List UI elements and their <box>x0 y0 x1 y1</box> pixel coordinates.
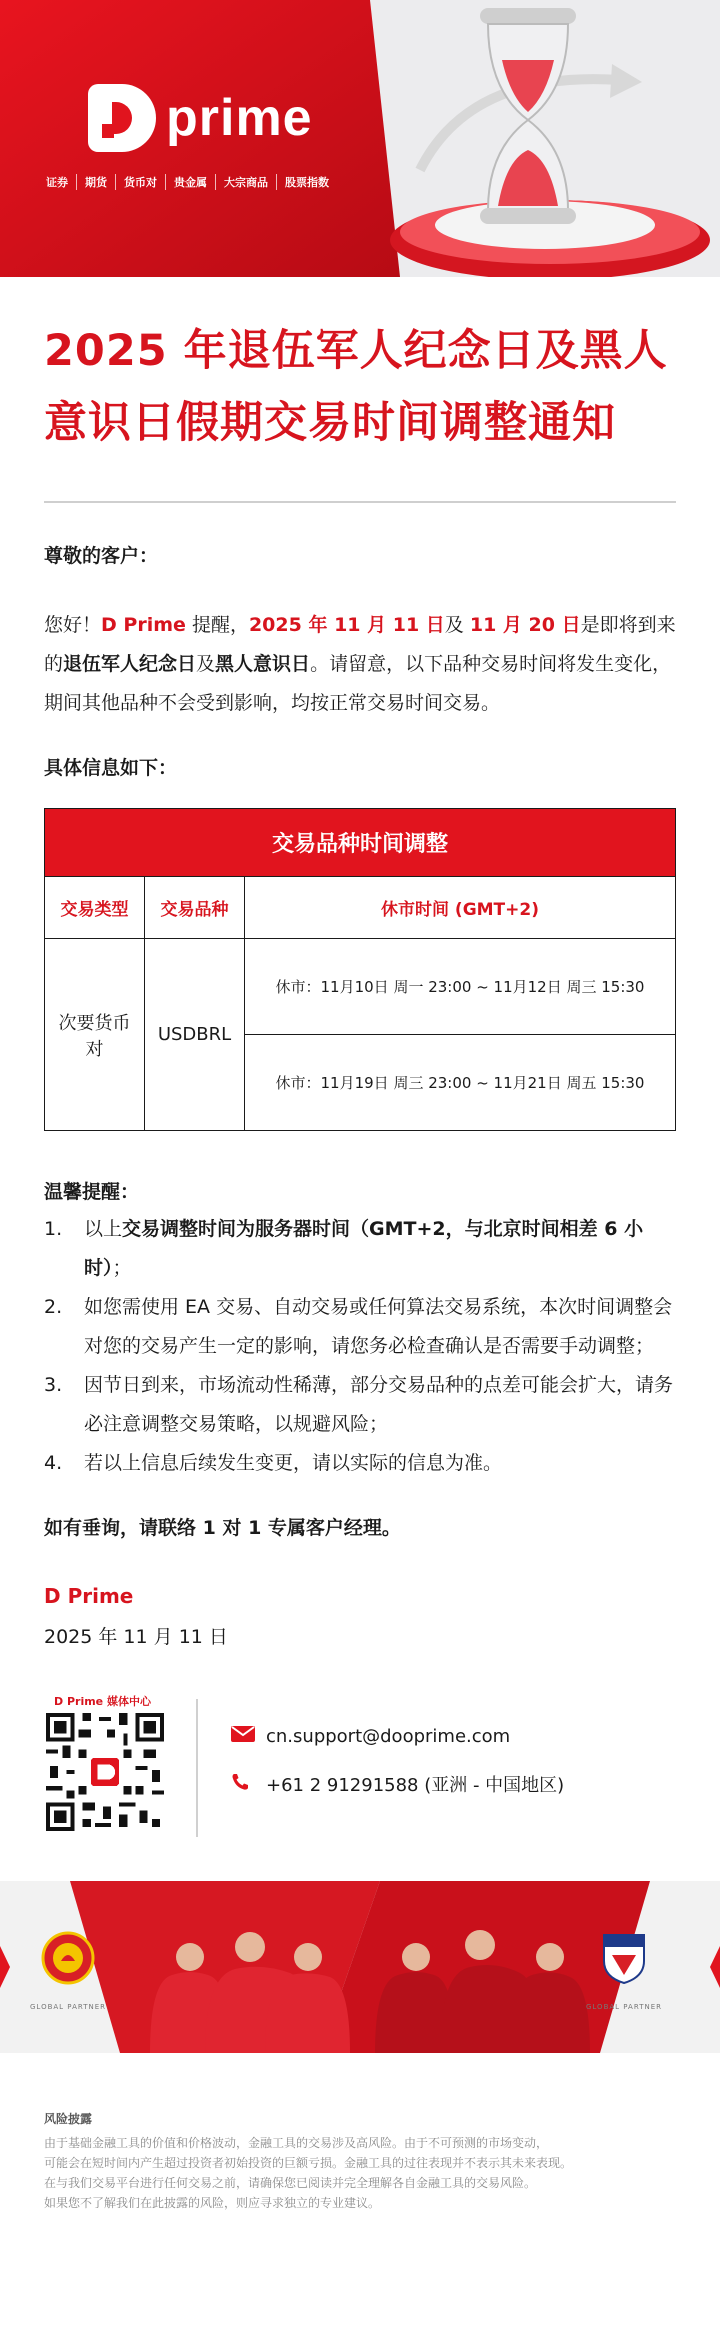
title-line: 意识日假期交易时间调整通知 <box>44 398 616 448</box>
logo-mark-icon <box>88 84 156 152</box>
contact-block <box>44 1693 676 1843</box>
risk-line: 由于基础金融工具的价值和价格波动，金融工具的交易涉及高风险。由于不可预测的市场变动， <box>44 2136 549 2150</box>
divider <box>196 1699 198 1837</box>
cell-close-time: 休市：11月10日 周一 23:00 ~ 11月12日 周三 15:30 <box>245 939 676 1035</box>
logo-text: prime <box>166 89 313 147</box>
tip-text: 以上 <box>84 1218 123 1240</box>
risk-line: 可能会在短时间内产生超过投资者初始投资的巨额亏损。金融工具的过往表现并不表示其未来表现。 <box>44 2156 573 2170</box>
intro-date: 11 月 20 日 <box>469 614 581 636</box>
list-text <box>84 1210 676 1288</box>
list-text: 因节日到来，市场流动性稀薄，部分交易品种的点差可能会扩大，请务必注意调整交易策略，以规避风险； <box>84 1374 674 1435</box>
intro-holiday: 黑人意识日 <box>215 653 311 675</box>
cell-symbol: USDBRL <box>145 939 245 1131</box>
mail-icon <box>230 1725 266 1748</box>
cell-close-time: 休市：11月19日 周三 23:00 ~ 11月21日 周五 15:30 <box>245 1035 676 1131</box>
tip-text: ； <box>112 1257 132 1279</box>
schedule-table <box>44 808 676 1131</box>
intro-text: 及 <box>444 614 470 636</box>
risk-disclosure <box>0 2109 720 2213</box>
intro-brand: D Prime <box>101 614 186 636</box>
partner-right <box>586 1931 662 2011</box>
detail-heading: 具体信息如下： <box>44 757 178 779</box>
table-row <box>45 939 676 1035</box>
qr-code[interactable] <box>46 1713 164 1831</box>
product-tags <box>46 174 337 190</box>
list-number: 3. <box>44 1374 63 1396</box>
list-item <box>44 1366 676 1444</box>
phone-row[interactable] <box>230 1771 564 1797</box>
partner-left <box>30 1931 106 2011</box>
tag-item: 股票指数 <box>285 176 329 189</box>
partner-caption: GLOBAL PARTNER <box>30 2003 107 2011</box>
list-item <box>44 1210 676 1288</box>
intro-text: 及 <box>196 653 216 675</box>
risk-line: 在与我们交易平台进行任何交易之前，请确保您已阅读并完全理解各自金融工具的交易风险。 <box>44 2176 537 2190</box>
qr-label: D Prime 媒体中心 <box>54 1695 151 1708</box>
list-number: 1. <box>44 1218 63 1240</box>
column-header: 休市时间 (GMT+2) <box>245 877 676 939</box>
notice-body <box>0 315 720 1843</box>
sign-date: 2025 年 11 月 11 日 <box>44 1626 228 1648</box>
intro-text: 您好！ <box>44 614 102 636</box>
list-item <box>44 1288 676 1366</box>
divider <box>44 501 676 503</box>
partner-caption: GLOBAL PARTNER <box>585 2003 662 2011</box>
tips-heading: 温馨提醒： <box>44 1181 140 1203</box>
tag-item: 贵金属 <box>166 174 216 190</box>
intro-date: 2025 年 11 月 11 日 <box>248 614 445 636</box>
column-header: 交易类型 <box>45 877 145 939</box>
greeting: 尊敬的客户： <box>44 545 159 567</box>
header-banner <box>0 0 720 277</box>
email-row[interactable] <box>230 1725 510 1748</box>
list-number: 4. <box>44 1452 63 1474</box>
intro-text: 。请留意，以下品种交易时间将发生变化，期间其他品种不会受到影响，均按正常交易时间交易。 <box>44 653 672 714</box>
title-line: 2025 年退伍军人纪念日及黑人 <box>44 326 668 376</box>
tips-list <box>44 1210 676 1483</box>
list-item <box>44 1444 676 1483</box>
tip-bold: 交易调整时间为服务器时间（GMT+2，与北京时间相差 6 小时） <box>84 1218 644 1279</box>
phone-number[interactable]: +61 2 91291588 (亚洲 - 中国地区) <box>266 1775 565 1796</box>
cell-type: 次要货币对 <box>45 939 145 1131</box>
intro-text: 提醒， <box>185 614 249 636</box>
phone-icon <box>230 1772 266 1797</box>
risk-heading: 风险披露 <box>44 2112 93 2126</box>
list-number: 2. <box>44 1296 63 1318</box>
intro-text: 是即将到来的 <box>44 614 676 675</box>
d-prime-logo <box>88 84 313 152</box>
column-header: 交易品种 <box>145 877 245 939</box>
tag-item: 证券 <box>46 174 77 190</box>
tag-item: 货币对 <box>116 174 166 190</box>
hourglass-illustration <box>380 0 720 277</box>
partner-banner <box>0 1881 720 2053</box>
email-link[interactable]: cn.support@dooprime.com <box>266 1726 511 1747</box>
risk-line: 如果您不了解我们在此披露的风险，则应寻求独立的专业建议。 <box>44 2196 381 2210</box>
tag-item: 期货 <box>77 174 116 190</box>
intro-holiday: 退伍军人纪念日 <box>63 653 197 675</box>
page-title <box>44 315 676 459</box>
club-crest-icon <box>41 1931 95 1985</box>
club-crest-icon <box>600 1931 648 1985</box>
list-text: 如您需使用 EA 交易、自动交易或任何算法交易系统，本次时间调整会对您的交易产生一定的影响，请您务必检查确认是否需要手动调整； <box>84 1296 673 1357</box>
list-text: 若以上信息后续发生变更，请以实际的信息为准。 <box>84 1452 503 1474</box>
intro-paragraph <box>44 606 676 723</box>
tag-item: 大宗商品 <box>216 174 277 190</box>
signature: D Prime <box>44 1584 134 1608</box>
contact-note: 如有垂询，请联络 1 对 1 专属客户经理。 <box>44 1517 401 1539</box>
table-caption: 交易品种时间调整 <box>45 809 676 877</box>
